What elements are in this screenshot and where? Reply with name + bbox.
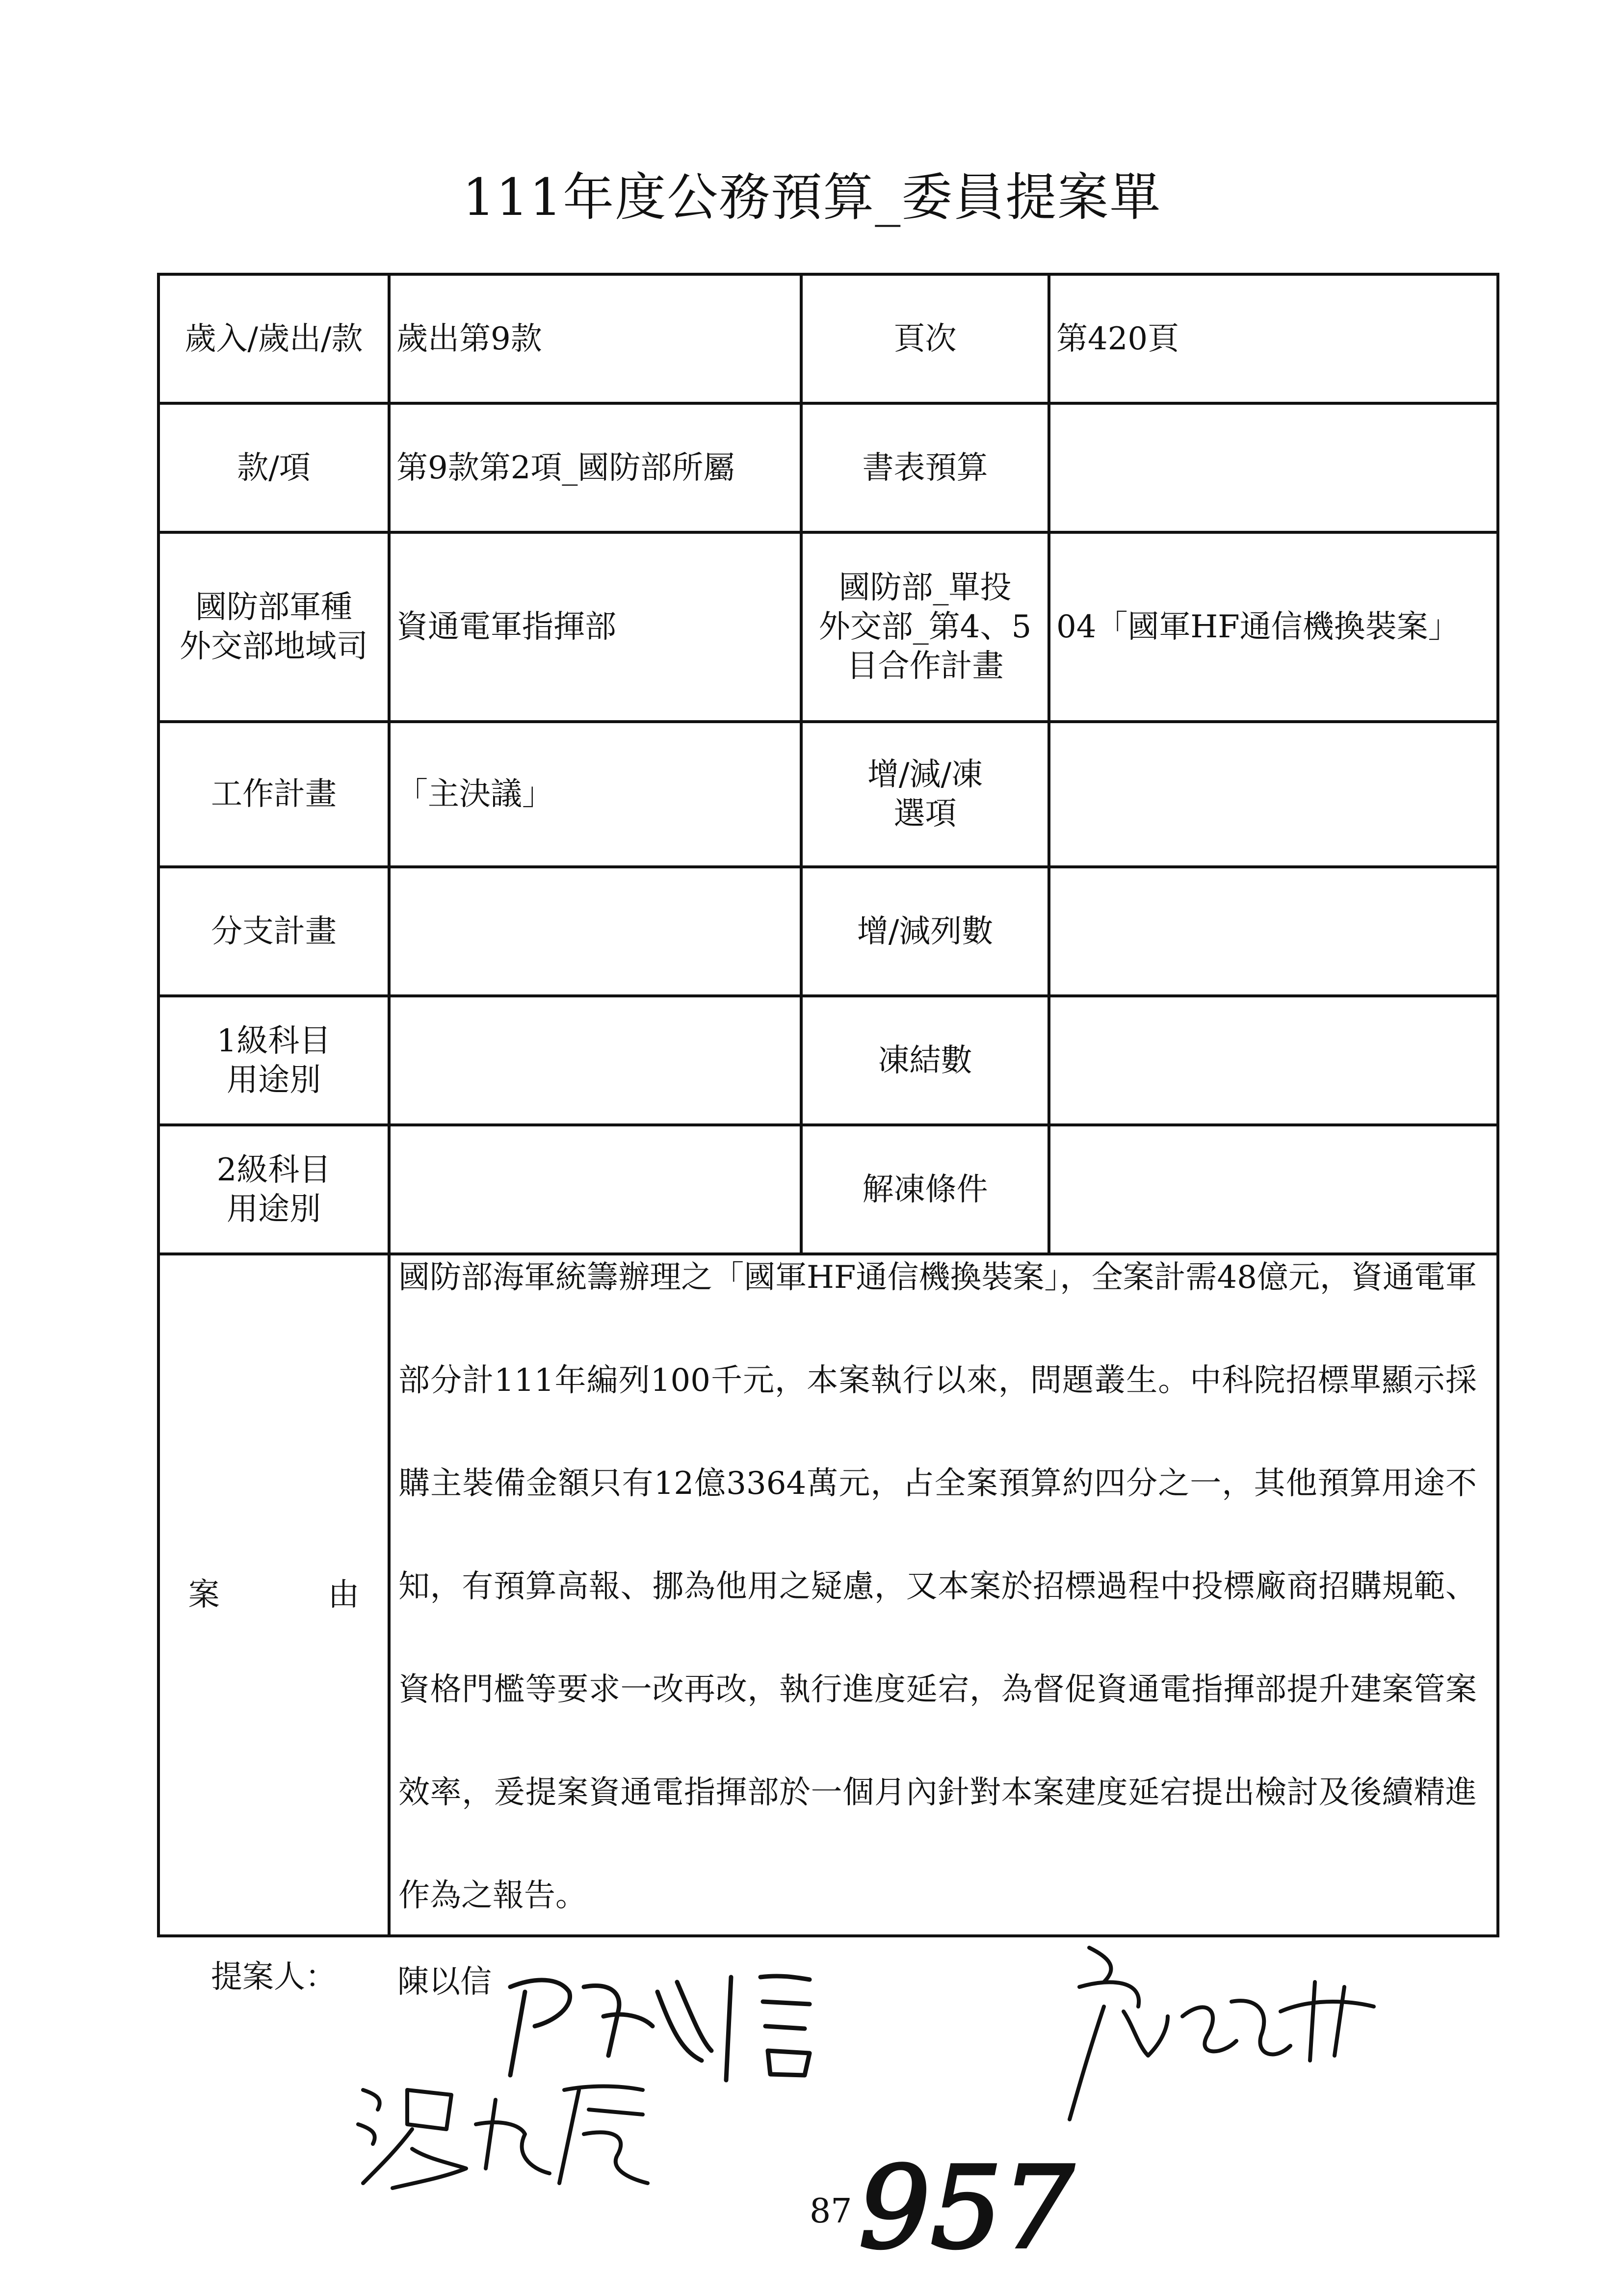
value-amount: [1049, 867, 1498, 996]
label-level1-line-2: 用途別: [227, 1062, 321, 1098]
value-level1: [389, 996, 801, 1125]
value-page: 第420頁: [1049, 274, 1498, 403]
label-unfreeze: 解凍條件: [801, 1125, 1049, 1254]
form-row-reason: [158, 1254, 1498, 1936]
form-row-level1: [158, 996, 1498, 1125]
label-branch-plan: 分支計畫: [158, 867, 389, 996]
label-plan-line-3: 目合作計畫: [846, 648, 1004, 684]
label-plan: [801, 532, 1049, 722]
form-row-category: [158, 274, 1498, 403]
label-option-line-2: 選項: [893, 796, 957, 832]
signature-1: [496, 1957, 839, 2085]
value-option: [1049, 722, 1498, 867]
handwritten-number: [854, 2143, 1074, 2276]
form-title: 111年度公務預算_委員提案單: [462, 167, 1162, 227]
value-book-budget: [1049, 403, 1498, 532]
signature-3: [353, 2070, 657, 2198]
label-level2: [158, 1125, 389, 1254]
label-section: 款/項: [158, 403, 389, 532]
handwritten-number-text: 957: [859, 2143, 1074, 2274]
label-book-budget: 書表預算: [801, 403, 1049, 532]
value-frozen: [1049, 996, 1498, 1125]
proposer-name: 陳以信: [397, 1964, 492, 2000]
value-work-plan: 「主決議」: [389, 722, 801, 867]
value-reason: [389, 1254, 1498, 1936]
label-option: [801, 722, 1049, 867]
value-plan: 04「國軍HF通信機換裝案」: [1049, 532, 1498, 722]
page-number: 87: [810, 2192, 852, 2231]
label-work-plan: 工作計畫: [158, 722, 389, 867]
label-unit: [158, 532, 389, 722]
form-row-branch-plan: [158, 867, 1498, 996]
label-plan-line-1: 國防部_單投: [838, 570, 1012, 606]
label-page: 頁次: [801, 274, 1049, 403]
label-reason-char-1: 案: [188, 1577, 220, 1613]
label-reason-char-2: 由: [328, 1577, 360, 1613]
form-row-work-plan: [158, 722, 1498, 867]
form-row-section: [158, 403, 1498, 532]
signature-2: [1060, 1928, 1379, 2124]
value-category: 歲出第9款: [389, 274, 801, 403]
label-plan-line-2: 外交部_第4、5: [818, 609, 1032, 645]
label-level2-line-1: 2級科目: [216, 1151, 331, 1188]
label-unit-line-2: 外交部地域司: [180, 628, 368, 665]
label-level1: [158, 996, 389, 1125]
reason-text: 國防部海軍統籌辦理之「國軍HF通信機換裝案」，全案計需48億元，資通電軍部分計111年編列100千元，本案執行以來，問題叢生。中科院招標單顯示採購主裝備金額只有12億3364萬元，占全案預算約四分之一，其他預算用途不知，有預算高報、挪為他用之疑慮，又本案於招標過程中投標廠商招購規範、資格門檻等要求一改再改，執行進度延宕，為督促資通電指揮部提升建案管案效率，爰提案資通電指揮部於一個月內針對本案建度延宕提出檢討及後續精進作為之報告。: [398, 1259, 1477, 1914]
label-level2-line-2: 用途別: [227, 1191, 321, 1227]
label-frozen: 凍結數: [801, 996, 1049, 1125]
label-category: 歲入/歲出/款: [158, 274, 389, 403]
label-option-line-1: 增/減/凍: [867, 757, 983, 793]
value-section: 第9款第2項_國防部所屬: [389, 403, 801, 532]
value-branch-plan: [389, 867, 801, 996]
value-unit: 資通電軍指揮部: [389, 532, 801, 722]
label-reason: [158, 1254, 389, 1936]
form-row-unit: [158, 532, 1498, 722]
label-level1-line-1: 1級科目: [216, 1022, 331, 1059]
label-unit-line-1: 國防部軍種: [195, 589, 352, 626]
proposal-form-table: [157, 273, 1499, 1937]
proposer-label: 提案人：: [211, 1959, 337, 1995]
label-amount: 增/減列數: [801, 867, 1049, 996]
